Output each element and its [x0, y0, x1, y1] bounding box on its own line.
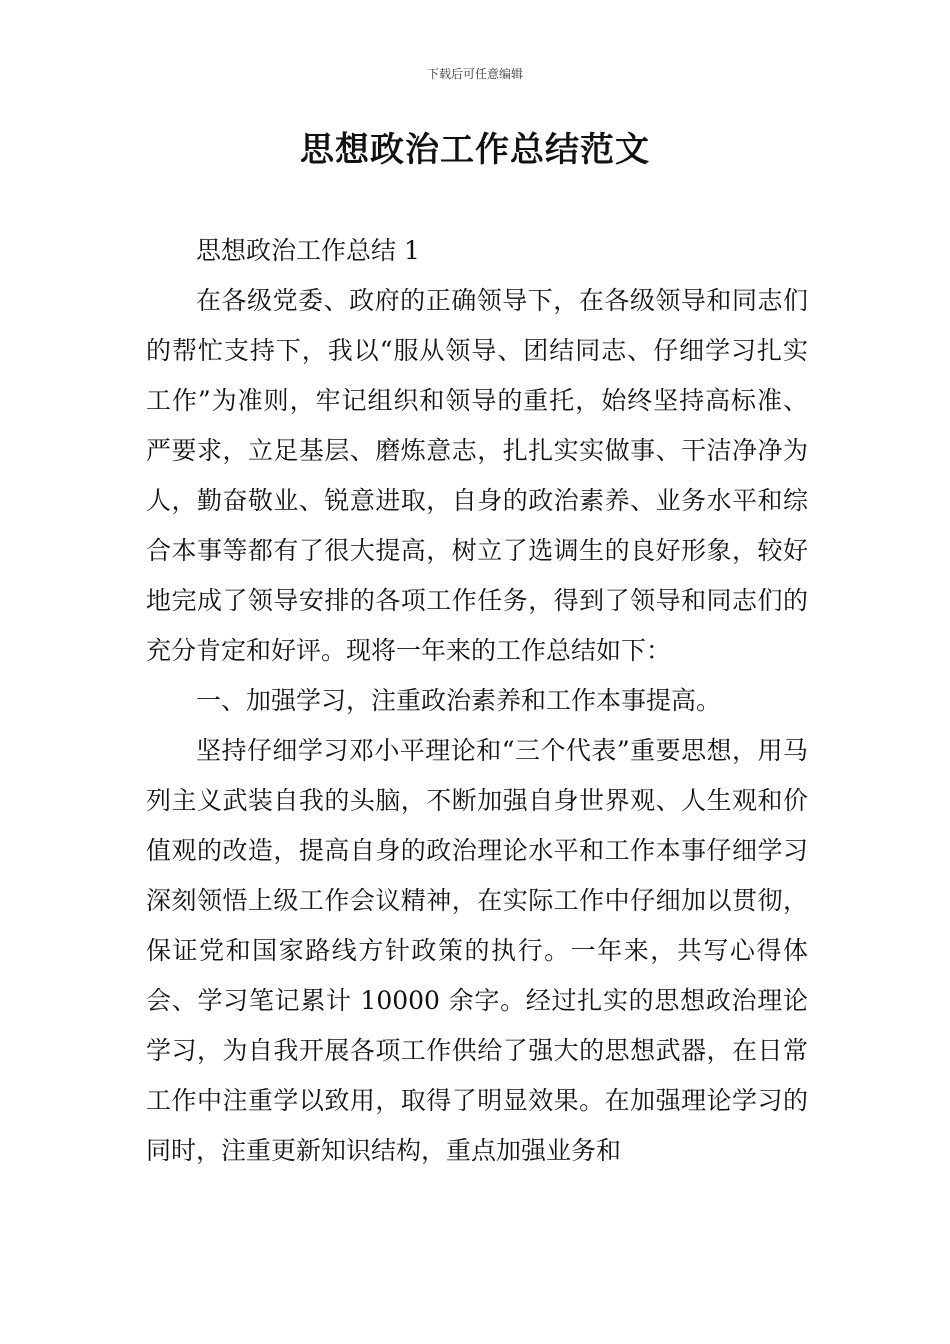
body-paragraph: 在各级党委、政府的正确领导下，在各级领导和同志们的帮忙支持下，我以“服从领导、团结同志、仔细学习扎实工作”为准则，牢记组织和领导的重托，始终坚持高标准、严要求，立足基层、磨炼意志，扎扎实实做事、干洁净净为人，勤奋敬业、锐意进取，自身的政治素养、业务水平和综合本事等都有了很大提高，树立了选调生的良好形象，较好地完成了领导安排的各项工作任务，得到了领导和同志们的充分肯定和好评。现将一年来的工作总结如下：: [146, 286, 808, 665]
body-paragraph: 坚持仔细学习邓小平理论和“三个代表”重要思想，用马列主义武装自我的头脑，不断加强自身世界观、人生观和价值观的改造，提高自身的政治理论水平和工作本事仔细学习深刻领悟上级工作会议精神，在实际工作中仔细加以贯彻，保证党和国家路线方针政策的执行。一年来，共写心得体会、学习笔记累计 10000 余字。经过扎实的思想政治理论学习，为自我开展各项工作供给了强大的思想武器，在日常工作中注重学以致用，取得了明显效果。在加强理论学习的同时，注重更新知识结构，重点加强业务和: [146, 736, 808, 1165]
document-body: [146, 226, 808, 1176]
header-note: 下载后可任意编辑: [426, 67, 523, 81]
document-title: 思想政治工作总结范文: [300, 130, 650, 170]
section-heading: 思想政治工作总结 1: [196, 236, 420, 265]
subsection-heading: 一、加强学习，注重政治素养和工作本事提高。: [196, 686, 722, 715]
